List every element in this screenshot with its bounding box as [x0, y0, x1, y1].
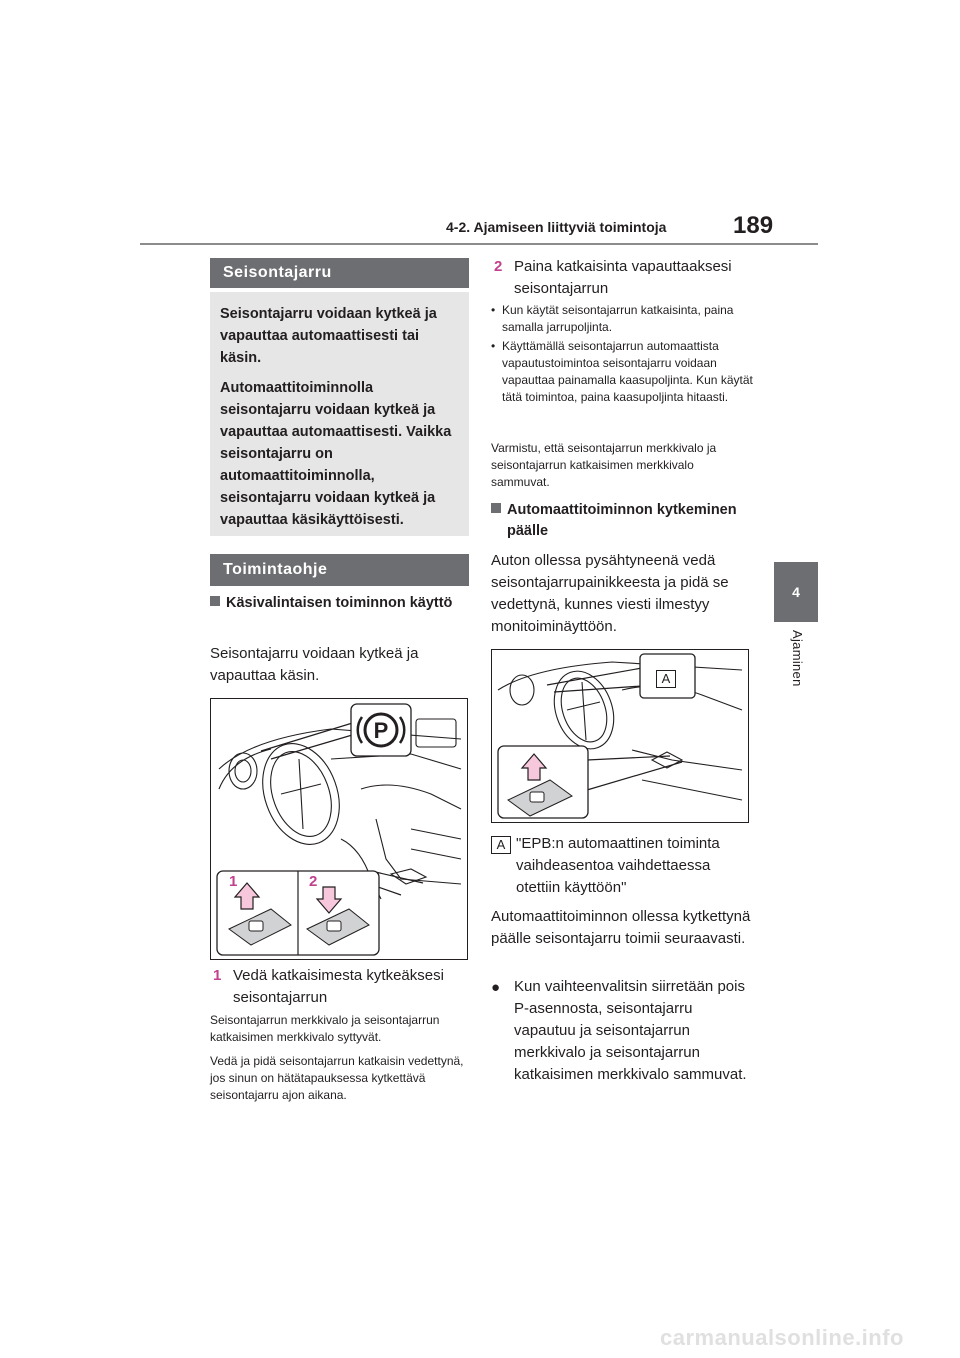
box-heading-instructions — [210, 554, 469, 586]
step-text: Paina katkaisinta vapauttaaksesi seisontajarrun — [514, 258, 732, 297]
auto-intro: Auton ollessa pysähtyneenä vedä seisontajarrupainikkeesta ja pidä se vedettynä, kunnes viesti ilmestyy monitoiminäyttöön. — [491, 552, 729, 635]
bullet-dot-icon: • — [491, 339, 496, 353]
step-1-note-1: Seisontajarrun merkkivalo ja seisontajarrun katkaisimen merkkivalo syttyvät. — [210, 1013, 440, 1044]
square-bullet-icon — [491, 503, 501, 513]
auto-para: Automaattitoiminnon ollessa kytkettynä päälle seisontajarru toimii seuraavasti. — [491, 908, 751, 947]
box-heading-parking-brake — [210, 258, 469, 288]
manual-intro: Seisontajarru voidaan kytkeä ja vapauttaa käsin. — [210, 645, 419, 684]
chapter-tab[interactable] — [774, 562, 818, 622]
header-rule — [140, 243, 818, 245]
section-title: 4-2. Ajamiseen liittyviä toimintoja — [446, 219, 667, 235]
box-heading-text: Toimintaohje — [223, 561, 328, 578]
bullet-text: Kun käytät seisontajarrun katkaisinta, paina samalla jarrupoljinta. — [502, 303, 734, 334]
square-bullet-icon — [210, 596, 220, 606]
bullet-dot-icon: ● — [491, 979, 501, 996]
chapter-number: 4 — [792, 584, 800, 600]
chapter-label: Ajaminen — [790, 630, 805, 687]
manual-note: Varmistu, että seisontajarrun merkkivalo ja seisontajarrun katkaisimen merkkivalo sammuvat. — [491, 441, 717, 489]
step-number: 2 — [494, 258, 503, 275]
caption-label-box: A — [491, 836, 511, 854]
bullet-dot-icon: • — [491, 303, 496, 317]
watermark: carmanualsonline.info — [660, 1325, 904, 1350]
step-text: Vedä katkaisimesta kytkeäksesi seisontajarrun — [233, 967, 444, 1006]
figure-label-1: 1 — [229, 873, 238, 890]
subheading-auto: Automaattitoiminnon kytkeminen päälle — [491, 500, 753, 542]
box-heading-text: Seisontajarru — [223, 264, 332, 281]
figure-auto-mode — [491, 649, 749, 823]
subheading-manual: Käsivalintaisen toiminnon käyttö — [210, 593, 472, 614]
figure-caption — [491, 833, 753, 899]
bullet-small-1 — [491, 302, 753, 336]
bullet-small-2 — [491, 338, 753, 406]
dashboard-illustration — [211, 699, 468, 960]
figure-label-a: A — [656, 670, 676, 688]
step-number: 1 — [213, 967, 222, 984]
figure-label-2: 2 — [309, 873, 318, 890]
svg-text:P: P — [373, 718, 389, 743]
bullet-large — [491, 976, 753, 1086]
intro-para-1: Seisontajarru voidaan kytkeä ja vapauttaa automaattisesti tai käsin. — [220, 306, 437, 366]
bullet-text: Kun vaihteenvalitsin siirretään pois P-asennosta, seisontajarru vapautuu ja seisontajarrun merkkivalo ja seisontajarrun katkaisimen merkkivalo sammuvat. — [514, 978, 747, 1083]
figure-parking-brake-switch — [210, 698, 468, 960]
step-1 — [210, 965, 472, 1009]
caption-text: "EPB:n automaattinen toiminta vaihdeasentoa vaihdettaessa otettiin käyttöön" — [516, 835, 720, 896]
step-2 — [491, 256, 753, 300]
step-1-note-2: Vedä ja pidä seisontajarrun katkaisin vedettynä, jos sinun on hätätapauksessa kytkettävä seisontajarru ajon aikana. — [210, 1054, 464, 1102]
dashboard-illustration — [492, 650, 749, 823]
bullet-text: Käyttämällä seisontajarrun automaattista vapautustoimintoa seisontajarru voidaan vapauttaa painamalla kaasupoljinta. Kun käytät tätä toimintoa, paina kaasupoljinta hitaasti. — [502, 339, 753, 404]
intro-box — [210, 292, 469, 536]
intro-para-2: Automaattitoiminnolla seisontajarru voidaan kytkeä ja vapauttaa automaattisesti. Vaikka seisontajarru on automaattitoiminnolla, seisontajarru voidaan kytkeä ja vapauttaa käsikäyttöisesti. — [220, 380, 452, 528]
page-number: 189 — [733, 212, 774, 239]
